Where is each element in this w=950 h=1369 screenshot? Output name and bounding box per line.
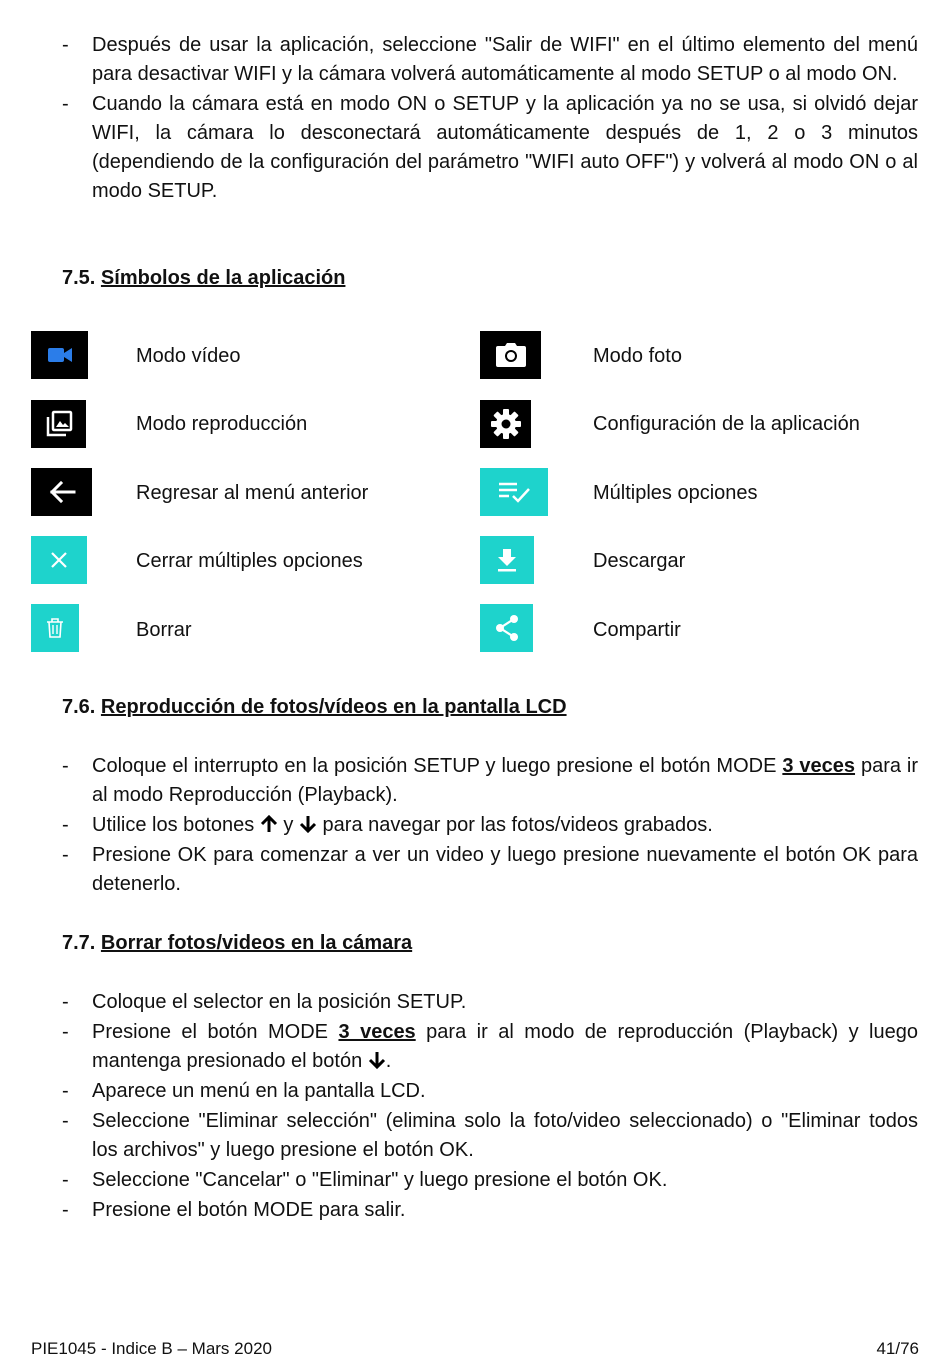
camera-icon xyxy=(480,331,541,379)
list-item: - Después de usar la aplicación, seleccione "Salir de WIFI" en el último elemento del menú para desactivar WIFI y la cámara volverá automáticamente al modo SETUP o al modo ON. xyxy=(62,34,918,85)
symbol-label-multi: Múltiples opciones xyxy=(593,482,758,504)
share-icon xyxy=(480,604,533,652)
section-heading-7-6: 7.6. Reproducción de fotos/vídeos en la pantalla LCD xyxy=(62,696,567,718)
section-title: Símbolos de la aplicación xyxy=(100,267,346,289)
symbol-label-delete: Borrar xyxy=(136,619,192,641)
gallery-icon xyxy=(31,400,86,448)
section-heading-7-7: 7.7. Borrar fotos/videos en la cámara xyxy=(62,932,413,954)
symbol-label-back: Regresar al menú anterior xyxy=(136,482,369,504)
symbol-label-download: Descargar xyxy=(593,550,686,572)
arrow-left-icon xyxy=(31,468,92,516)
footer-page-number: 41/76 xyxy=(876,1339,919,1358)
intro-bullet-list xyxy=(0,31,950,206)
section-heading-7-5: 7.5. Símbolos de la aplicación xyxy=(62,267,346,289)
symbol-label-video: Modo vídeo xyxy=(136,345,241,367)
list-item: - Seleccione "Eliminar selección" (elimina solo la foto/video seleccionado) o "Eliminar todos los archivos" y luego presione el botón OK. xyxy=(62,1110,918,1161)
symbol-label-playback: Modo reproducción xyxy=(136,413,308,435)
list-item: - Presione el botón MODE 3 veces para ir al modo de reproducción (Playback) y luego mantenga presionado el botón . xyxy=(62,1021,918,1072)
download-icon xyxy=(480,536,534,584)
list-item: - Cuando la cámara está en modo ON o SETUP y la aplicación ya no se usa, si olvidó dejar WIFI, la cámara lo desconectará automáticamente después de 1, 2 o 3 minutos (dependiendo de la configuración del parámetro "WIFI auto OFF") y volverá al modo ON o al modo SETUP. xyxy=(62,93,918,202)
list-item: - Coloque el selector en la posición SETUP. xyxy=(62,991,467,1013)
symbol-label-settings: Configuración de la aplicación xyxy=(593,413,860,435)
symbol-label-close-multi: Cerrar múltiples opciones xyxy=(136,550,363,572)
symbol-label-share: Compartir xyxy=(593,619,681,641)
section-title: Borrar fotos/videos en la cámara xyxy=(100,932,413,954)
arrow-down-icon xyxy=(299,815,317,833)
videocam-icon xyxy=(31,331,88,379)
list-item: - Presione el botón MODE para salir. xyxy=(62,1199,406,1221)
list-item: - Seleccione "Cancelar" o "Eliminar" y luego presione el botón OK. xyxy=(62,1169,668,1191)
section-7-6-bullet-list xyxy=(0,752,950,899)
trash-icon xyxy=(31,604,79,652)
gear-icon xyxy=(480,400,531,448)
multi-select-icon xyxy=(480,468,548,516)
symbol-label-photo: Modo foto xyxy=(593,345,682,367)
section-title: Reproducción de fotos/vídeos en la pantalla LCD xyxy=(100,696,567,718)
close-icon xyxy=(31,536,87,584)
list-item: - Coloque el interrupto en la posición SETUP y luego presione el botón MODE 3 veces para ir al modo Reproducción (Playback). xyxy=(62,755,919,806)
list-item: - Aparece un menú en la pantalla LCD. xyxy=(62,1080,426,1102)
arrow-down-icon xyxy=(368,1051,386,1069)
footer-document-id: PIE1045 - Indice B – Mars 2020 xyxy=(31,1339,272,1358)
section-7-7-bullet-list xyxy=(0,988,950,1225)
list-item: - Utilice los botones y para navegar por las fotos/videos grabados. xyxy=(62,814,713,836)
arrow-up-icon xyxy=(260,815,278,833)
list-item: - Presione OK para comenzar a ver un video y luego presione nuevamente el botón OK para detenerlo. xyxy=(62,844,918,895)
